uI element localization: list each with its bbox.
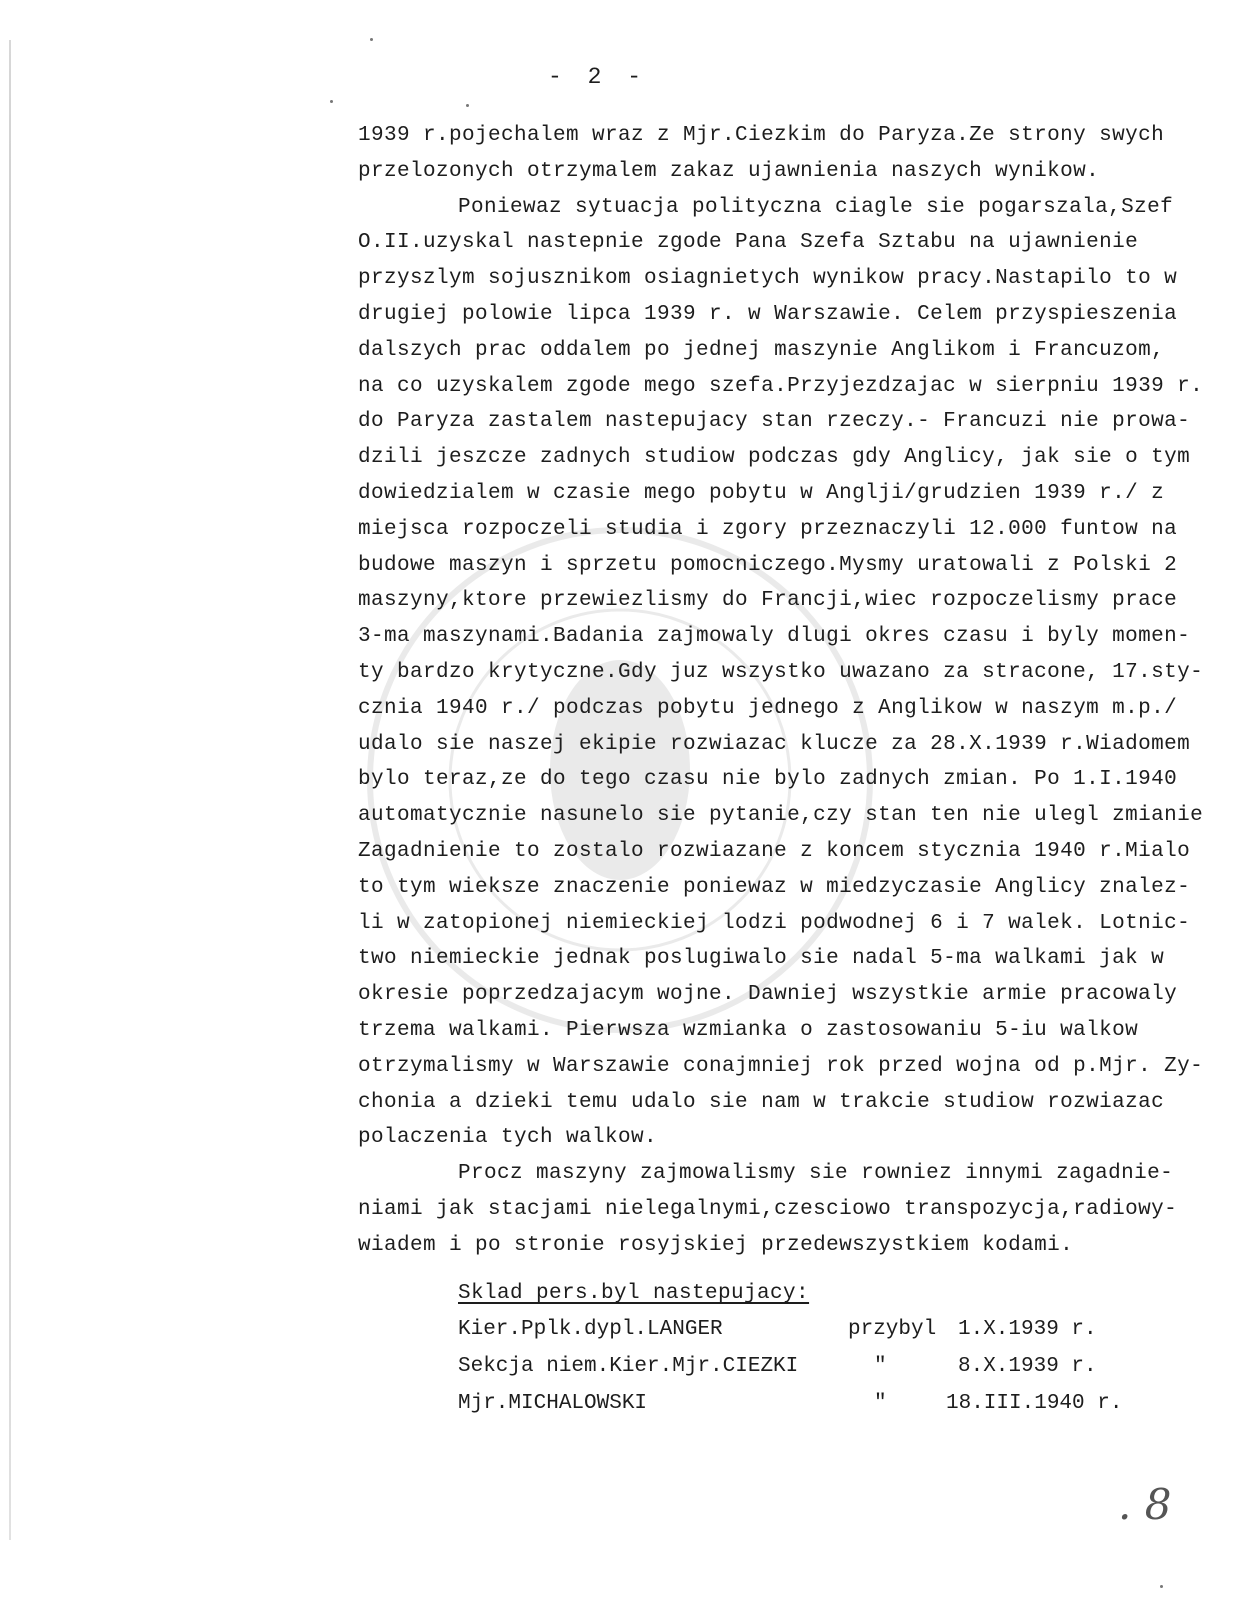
roster-name: Sekcja niem.Kier.Mjr.CIEZKI (458, 1355, 799, 1378)
body-line: do Paryza zastalem nastepujacy stan rzeczy.- Francuzi nie prowa- (358, 410, 1191, 433)
body-line: 1939 r.pojechalem wraz z Mjr.Ciezkim do Paryza.Ze strony swych (358, 124, 1165, 147)
body-line: two niemieckie jednak poslugiwalo sie nadal 5-ma walkami jak w (358, 947, 1165, 970)
body-line: chonia a dzieki temu udalo sie nam w trakcie studiow rozwiazac (358, 1091, 1165, 1114)
roster-ditto: " (874, 1355, 887, 1378)
body-line: na co uzyskalem zgode mego szefa.Przyjezdzajac w sierpniu 1939 r. (358, 375, 1204, 398)
paper-edge (9, 40, 11, 1540)
body-line: 3-ma maszynami.Badania zajmowaly dlugi okres czasu i byly momen- (358, 625, 1191, 648)
body-line: budowe maszyn i sprzetu pomocniczego.Mysmy uratowali z Polski 2 (358, 554, 1178, 577)
body-line: maszyny,ktore przewiezlismy do Francji,wiec rozpoczelismy prace (358, 589, 1178, 612)
body-line: miejsca rozpoczeli studia i zgory przeznaczyli 12.000 funtow na (358, 518, 1178, 541)
body-line: dowiedzialem w czasie mego pobytu w Anglji/grudzien 1939 r./ z (358, 482, 1165, 505)
body-line: trzema walkami. Pierwsza wzmianka o zastosowaniu 5-iu walkow (358, 1019, 1139, 1042)
paper-speck (370, 38, 373, 41)
body-line: polaczenia tych walkow. (358, 1126, 658, 1149)
paper-speck (1160, 1585, 1163, 1588)
roster-ditto: " (874, 1392, 887, 1415)
handwritten-sheet-number: . 8 (1118, 1480, 1172, 1529)
roster-date: 18.III.1940 r. (946, 1392, 1123, 1415)
paper-speck (466, 104, 469, 107)
body-line: dzili jeszcze zadnych studiow podczas gdy Anglicy, jak sie o tym (358, 446, 1191, 469)
paper-speck (330, 100, 333, 103)
body-line: automatycznie nasunelo sie pytanie,czy stan ten nie ulegl zmianie (358, 804, 1204, 827)
body-line: to tym wieksze znaczenie poniewaz w miedzyczasie Anglicy znalez- (358, 876, 1191, 899)
roster-name: Mjr.MICHALOWSKI (458, 1392, 648, 1415)
body-line: li w zatopionej niemieckiej lodzi podwodnej 6 i 7 walek. Lotnic- (358, 912, 1191, 935)
body-line: Poniewaz sytuacja polityczna ciagle sie pogarszala,Szef (458, 196, 1174, 219)
roster-name: Kier.Pplk.dypl.LANGER (458, 1318, 723, 1341)
body-line: niami jak stacjami nielegalnymi,czesciowo transpozycja,radiowy- (358, 1198, 1178, 1221)
body-line: okresie poprzedzajacym wojne. Dawniej wszystkie armie pracowaly (358, 983, 1178, 1006)
body-line: bylo teraz,ze do tego czasu nie bylo zadnych zmian. Po 1.I.1940 (358, 768, 1178, 791)
body-line: udalo sie naszej ekipie rozwiazac klucze za 28.X.1939 r.Wiadomem (358, 733, 1191, 756)
body-line: otrzymalismy w Warszawie conajmniej rok przed wojna od p.Mjr. Zy- (358, 1055, 1204, 1078)
body-line: przyszlym sojusznikom osiagnietych wynikow pracy.Nastapilo to w (358, 267, 1178, 290)
roster-heading: Sklad pers.byl nastepujacy: (458, 1282, 810, 1305)
roster-date: 8.X.1939 r. (958, 1355, 1097, 1378)
body-line: dalszych prac oddalem po jednej maszynie Anglikom i Francuzom, (358, 339, 1165, 362)
roster-arrived: przybyl (848, 1318, 937, 1341)
body-line: wiadem i po stronie rosyjskiej przedewszystkiem kodami. (358, 1234, 1074, 1257)
body-line: cznia 1940 r./ podczas pobytu jednego z Anglikow w naszym m.p./ (358, 697, 1178, 720)
page-number: - 2 - (548, 64, 648, 90)
body-line: Zagadnienie to zostalo rozwiazane z koncem stycznia 1940 r.Mialo (358, 840, 1191, 863)
body-line: O.II.uzyskal nastepnie zgode Pana Szefa Sztabu na ujawnienie (358, 231, 1139, 254)
body-line: przelozonych otrzymalem zakaz ujawnienia naszych wynikow. (358, 160, 1100, 183)
roster-date: 1.X.1939 r. (958, 1318, 1097, 1341)
body-line: Procz maszyny zajmowalismy sie rowniez innymi zagadnie- (458, 1162, 1174, 1185)
body-line: ty bardzo krytyczne.Gdy juz wszystko uwazano za stracone, 17.sty- (358, 661, 1204, 684)
body-line: drugiej polowie lipca 1939 r. w Warszawie. Celem przyspieszenia (358, 303, 1178, 326)
